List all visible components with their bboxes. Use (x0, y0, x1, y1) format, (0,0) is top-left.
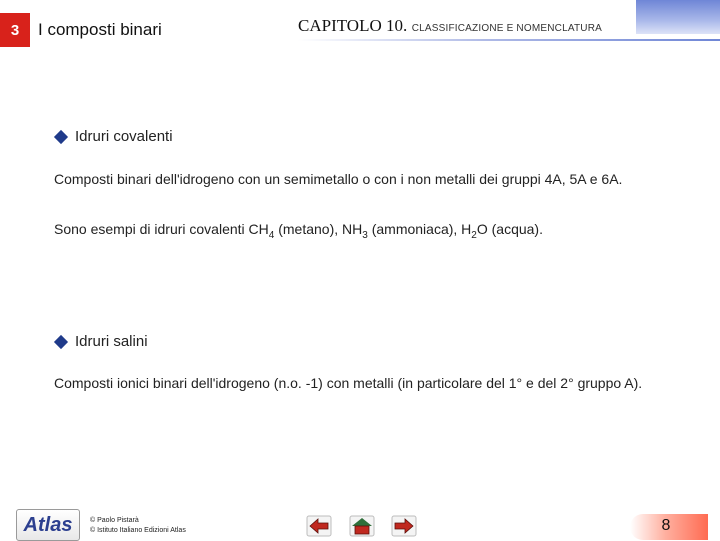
chapter-number: 3 (10, 21, 20, 39)
heading-idruri-covalenti (54, 128, 173, 145)
paragraph-salini-definition: Composti ionici binari dell'idrogeno (n.o. -1) con metalli (in particolare del 1° e del 2° gruppo A). (54, 375, 643, 391)
copyright: © Paolo Pistarà © Istituto Italiano Edizioni Atlas (90, 517, 186, 534)
heading-idruri-salini (54, 333, 148, 350)
page-number: 8 (661, 517, 671, 534)
left-arrow-icon (306, 515, 332, 537)
diamond-bullet-icon (54, 334, 68, 348)
home-icon (349, 515, 375, 537)
right-arrow-icon (391, 515, 417, 537)
diamond-bullet-icon (54, 129, 68, 143)
chapter-header (298, 16, 602, 36)
atlas-logo: Atlas (16, 509, 80, 541)
heading-text: Idruri covalenti (75, 128, 173, 145)
header-underline (298, 39, 720, 41)
paragraph-covalenti-definition: Composti binari dell'idrogeno con un semimetallo o con i non metalli dei gruppi 4A, 5A e 6A. (54, 171, 623, 187)
chapter-number-badge (0, 13, 30, 47)
next-button[interactable] (391, 515, 417, 537)
prev-button[interactable] (306, 515, 332, 537)
paragraph-covalenti-examples: Sono esempi di idruri covalenti $CH_4$ (metano), $NH_3$ (ammoniaca), $H_2O$ (acqua). (54, 221, 543, 241)
heading-text: Idruri salini (75, 333, 148, 350)
home-button[interactable] (349, 515, 375, 537)
chapter-label: CAPITOLO 10. (298, 16, 408, 35)
section-title: I composti binari (38, 20, 162, 39)
chapter-subtitle: CLASSIFICAZIONE E NOMENCLATURA (411, 23, 602, 34)
header-decoration (636, 0, 720, 34)
